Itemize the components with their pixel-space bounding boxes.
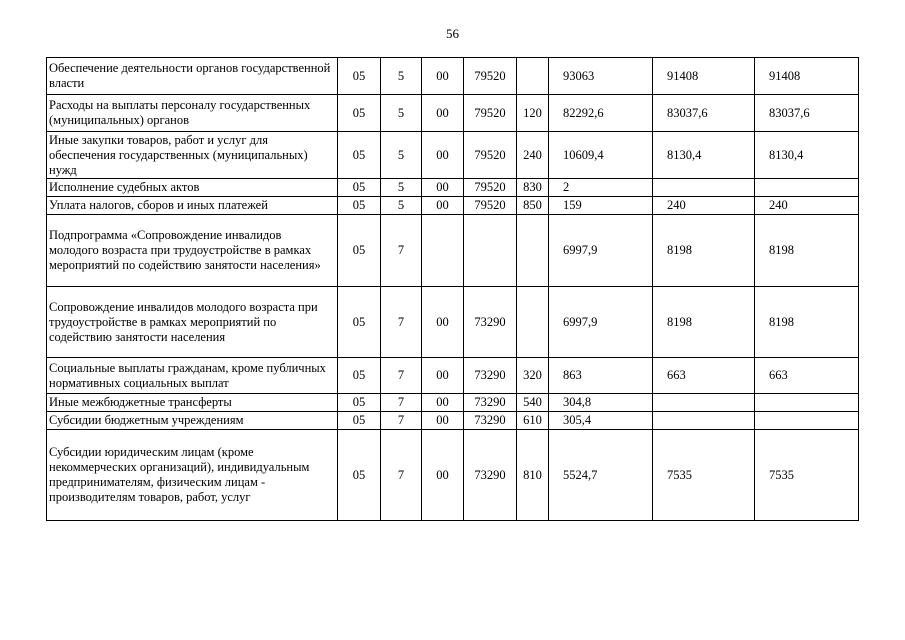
cell-expense-type: 810	[517, 430, 549, 521]
cell-name: Расходы на выплаты персоналу государственных (муниципальных) органов	[47, 95, 338, 132]
cell-expense-type	[517, 287, 549, 358]
cell-amount-3	[755, 412, 859, 430]
cell-subsection: 5	[381, 132, 422, 179]
cell-target-article: 73290	[464, 412, 517, 430]
cell-expense-type: 320	[517, 358, 549, 394]
cell-subsection: 7	[381, 394, 422, 412]
cell-amount-3: 8198	[755, 215, 859, 287]
table-row	[47, 179, 859, 197]
cell-program: 00	[422, 412, 464, 430]
cell-subsection: 7	[381, 287, 422, 358]
cell-amount-2: 91408	[653, 58, 755, 95]
cell-amount-2	[653, 179, 755, 197]
cell-amount-1: 6997,9	[549, 287, 653, 358]
table-row	[47, 197, 859, 215]
cell-name: Иные закупки товаров, работ и услуг для обеспечения государственных (муниципальных) нужд	[47, 132, 338, 179]
cell-name: Подпрограмма «Сопровождение инвалидов молодого возраста при трудоустройстве в рамках мероприятий по содействию занятости населения»	[47, 215, 338, 287]
cell-amount-1: 93063	[549, 58, 653, 95]
cell-name: Сопровождение инвалидов молодого возраста при трудоустройстве в рамках мероприятий по содействию занятости населения	[47, 287, 338, 358]
cell-expense-type: 240	[517, 132, 549, 179]
cell-name: Субсидии бюджетным учреждениям	[47, 412, 338, 430]
page-number: 56	[446, 26, 459, 41]
cell-expense-type	[517, 58, 549, 95]
cell-program: 00	[422, 95, 464, 132]
cell-target-article: 79520	[464, 95, 517, 132]
cell-amount-1: 304,8	[549, 394, 653, 412]
cell-target-article: 73290	[464, 394, 517, 412]
cell-program: 00	[422, 197, 464, 215]
cell-expense-type	[517, 215, 549, 287]
cell-target-article	[464, 215, 517, 287]
cell-name: Иные межбюджетные трансферты	[47, 394, 338, 412]
cell-amount-1: 10609,4	[549, 132, 653, 179]
cell-amount-1: 5524,7	[549, 430, 653, 521]
cell-amount-1: 2	[549, 179, 653, 197]
cell-section: 05	[338, 358, 381, 394]
cell-subsection: 5	[381, 95, 422, 132]
cell-amount-2: 83037,6	[653, 95, 755, 132]
cell-section: 05	[338, 197, 381, 215]
cell-expense-type: 540	[517, 394, 549, 412]
cell-section: 05	[338, 287, 381, 358]
cell-target-article: 79520	[464, 179, 517, 197]
cell-section: 05	[338, 179, 381, 197]
cell-amount-2: 8130,4	[653, 132, 755, 179]
cell-name: Обеспечение деятельности органов государственной власти	[47, 58, 338, 95]
cell-amount-3	[755, 179, 859, 197]
cell-section: 05	[338, 132, 381, 179]
cell-amount-1: 6997,9	[549, 215, 653, 287]
cell-name: Уплата налогов, сборов и иных платежей	[47, 197, 338, 215]
cell-section: 05	[338, 215, 381, 287]
cell-target-article: 79520	[464, 132, 517, 179]
cell-amount-3	[755, 394, 859, 412]
table-row	[47, 58, 859, 95]
cell-program: 00	[422, 132, 464, 179]
cell-program: 00	[422, 430, 464, 521]
cell-amount-2: 7535	[653, 430, 755, 521]
cell-amount-3: 8130,4	[755, 132, 859, 179]
cell-program: 00	[422, 179, 464, 197]
cell-program: 00	[422, 358, 464, 394]
cell-subsection: 7	[381, 358, 422, 394]
cell-amount-3: 8198	[755, 287, 859, 358]
cell-amount-2: 240	[653, 197, 755, 215]
table-row	[47, 430, 859, 521]
cell-subsection: 7	[381, 412, 422, 430]
cell-section: 05	[338, 394, 381, 412]
cell-target-article: 73290	[464, 287, 517, 358]
cell-amount-3: 91408	[755, 58, 859, 95]
table-row	[47, 358, 859, 394]
table-row	[47, 132, 859, 179]
cell-target-article: 79520	[464, 197, 517, 215]
cell-subsection: 5	[381, 197, 422, 215]
cell-amount-2	[653, 412, 755, 430]
cell-section: 05	[338, 412, 381, 430]
cell-amount-3: 7535	[755, 430, 859, 521]
cell-name: Социальные выплаты гражданам, кроме публичных нормативных социальных выплат	[47, 358, 338, 394]
cell-section: 05	[338, 58, 381, 95]
cell-amount-2: 663	[653, 358, 755, 394]
cell-amount-2: 8198	[653, 287, 755, 358]
cell-expense-type: 120	[517, 95, 549, 132]
cell-name: Исполнение судебных актов	[47, 179, 338, 197]
cell-amount-1: 159	[549, 197, 653, 215]
cell-subsection: 7	[381, 430, 422, 521]
cell-amount-3: 240	[755, 197, 859, 215]
cell-subsection: 7	[381, 215, 422, 287]
table-row	[47, 287, 859, 358]
table-row	[47, 412, 859, 430]
cell-section: 05	[338, 95, 381, 132]
cell-program: 00	[422, 58, 464, 95]
cell-expense-type: 610	[517, 412, 549, 430]
cell-program: 00	[422, 394, 464, 412]
cell-program	[422, 215, 464, 287]
cell-subsection: 5	[381, 179, 422, 197]
cell-target-article: 79520	[464, 58, 517, 95]
cell-subsection: 5	[381, 58, 422, 95]
cell-amount-1: 863	[549, 358, 653, 394]
cell-expense-type: 830	[517, 179, 549, 197]
cell-target-article: 73290	[464, 358, 517, 394]
cell-amount-1: 82292,6	[549, 95, 653, 132]
table-row	[47, 95, 859, 132]
table-row	[47, 215, 859, 287]
cell-amount-3: 83037,6	[755, 95, 859, 132]
cell-amount-3: 663	[755, 358, 859, 394]
cell-amount-2	[653, 394, 755, 412]
cell-amount-1: 305,4	[549, 412, 653, 430]
cell-expense-type: 850	[517, 197, 549, 215]
cell-amount-2: 8198	[653, 215, 755, 287]
budget-table	[46, 57, 859, 521]
cell-target-article: 73290	[464, 430, 517, 521]
cell-name: Субсидии юридическим лицам (кроме некоммерческих организаций), индивидуальным предпринимателям, физическим лицам - производителям товаров, работ, услуг	[47, 430, 338, 521]
table-row	[47, 394, 859, 412]
cell-section: 05	[338, 430, 381, 521]
cell-program: 00	[422, 287, 464, 358]
